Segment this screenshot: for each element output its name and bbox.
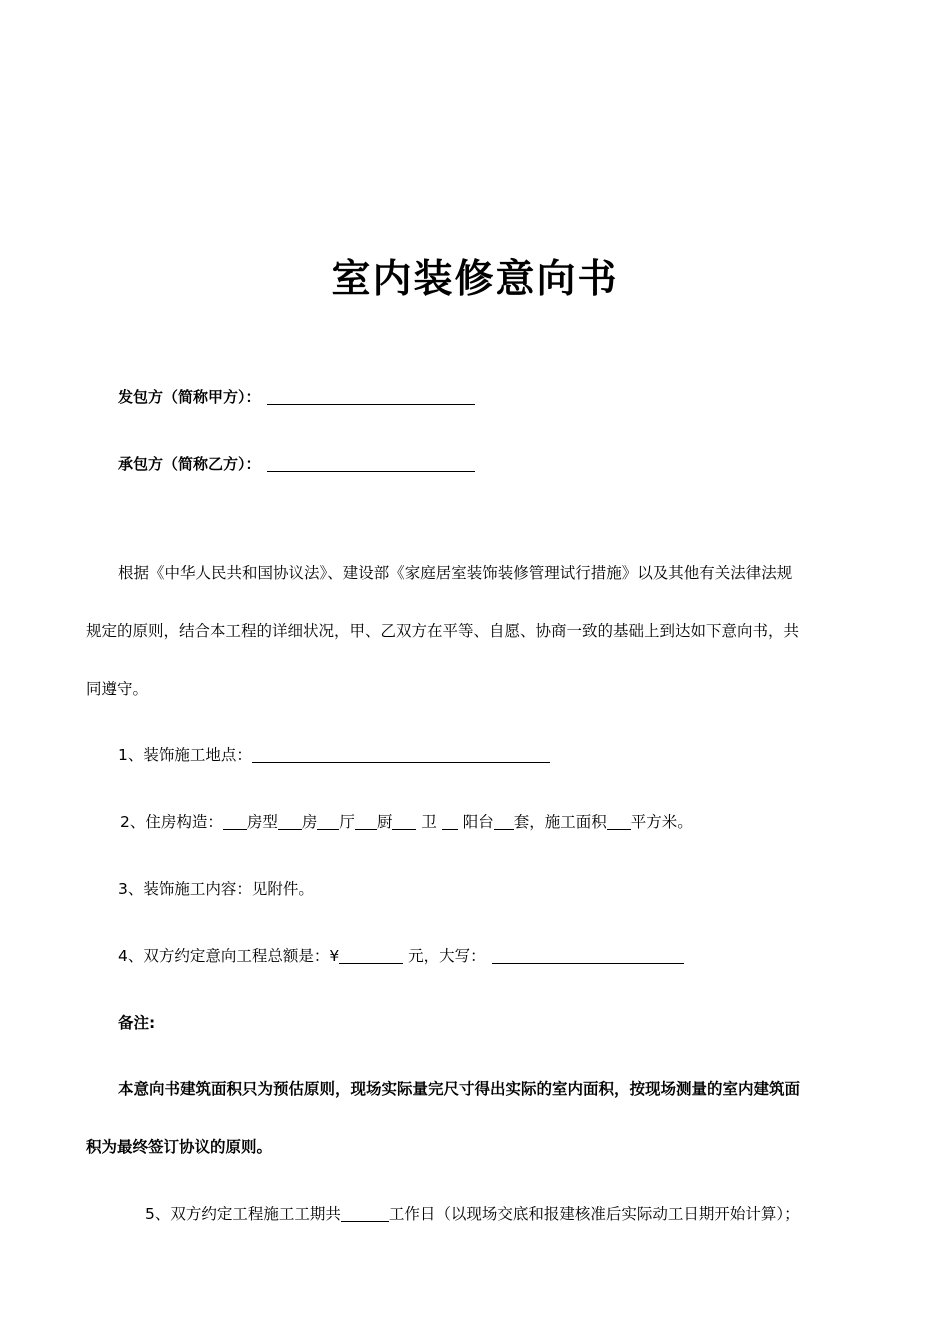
house-type-label: 房型 bbox=[246, 813, 278, 831]
item-1-row bbox=[118, 743, 550, 765]
party-b-label: 承包方（简称乙方）： bbox=[118, 455, 261, 473]
duration-blank bbox=[341, 1205, 389, 1222]
item-4-prefix: 4、双方约定意向工程总额是：¥ bbox=[118, 947, 340, 965]
amount-words-blank bbox=[492, 947, 684, 964]
party-a-row bbox=[118, 386, 475, 407]
preamble-line-1: 根据《中华人民共和国协议法》、建设部《家庭居室装饰装修管理试行措施》以及其他有关法律法规 bbox=[118, 564, 793, 582]
blank bbox=[442, 813, 458, 830]
party-a-blank bbox=[267, 388, 475, 405]
blank bbox=[278, 813, 302, 830]
item-2-row bbox=[120, 810, 693, 832]
remark-label: 备注: bbox=[118, 1014, 156, 1032]
balcony-label: 阳台 bbox=[457, 813, 494, 831]
hall-label: 厅 bbox=[339, 813, 355, 831]
item-3-text: 3、装饰施工内容：见附件。 bbox=[118, 880, 314, 898]
document-title: 室内装修意向书 bbox=[331, 256, 619, 302]
item-5-suffix: 工作日（以现场交底和报建核准后实际动工日期开始计算）； bbox=[388, 1205, 800, 1223]
party-b-row bbox=[118, 453, 475, 474]
bathroom-label: 卫 bbox=[416, 813, 442, 831]
item-4-row bbox=[118, 944, 684, 966]
party-a-label: 发包方（简称甲方）： bbox=[118, 388, 261, 406]
item-5-prefix: 5、双方约定工程施工工期共 bbox=[145, 1205, 341, 1223]
blank bbox=[355, 813, 377, 830]
room-label: 房 bbox=[301, 813, 318, 831]
blank bbox=[223, 813, 247, 830]
area-label: 套，施工面积 bbox=[513, 813, 607, 831]
remark-line-1: 本意向书建筑面积只为预估原则，现场实际量完尺寸得出实际的室内面积，按现场测量的室内建筑面 bbox=[118, 1080, 801, 1098]
sqm-label: 平方米。 bbox=[630, 813, 693, 831]
preamble-line-3: 同遵守。 bbox=[86, 680, 149, 698]
item-4-mid: 元，大写： bbox=[403, 947, 486, 965]
item-2-prefix: 2、住房构造： bbox=[120, 813, 223, 831]
kitchen-label: 厨 bbox=[376, 813, 393, 831]
item-1-label: 1、装饰施工地点： bbox=[118, 746, 252, 764]
blank bbox=[494, 813, 514, 830]
preamble-line-2: 规定的原则，结合本工程的详细状况，甲、乙双方在平等、自愿、协商一致的基础上到达如下意向书，共 bbox=[86, 622, 800, 640]
blank bbox=[392, 813, 416, 830]
location-blank bbox=[252, 746, 550, 763]
blank bbox=[607, 813, 631, 830]
party-b-blank bbox=[267, 455, 475, 472]
amount-blank bbox=[339, 947, 403, 964]
item-5-row bbox=[145, 1202, 800, 1224]
remark-line-2: 积为最终签订协议的原则。 bbox=[86, 1138, 273, 1156]
blank bbox=[317, 813, 339, 830]
